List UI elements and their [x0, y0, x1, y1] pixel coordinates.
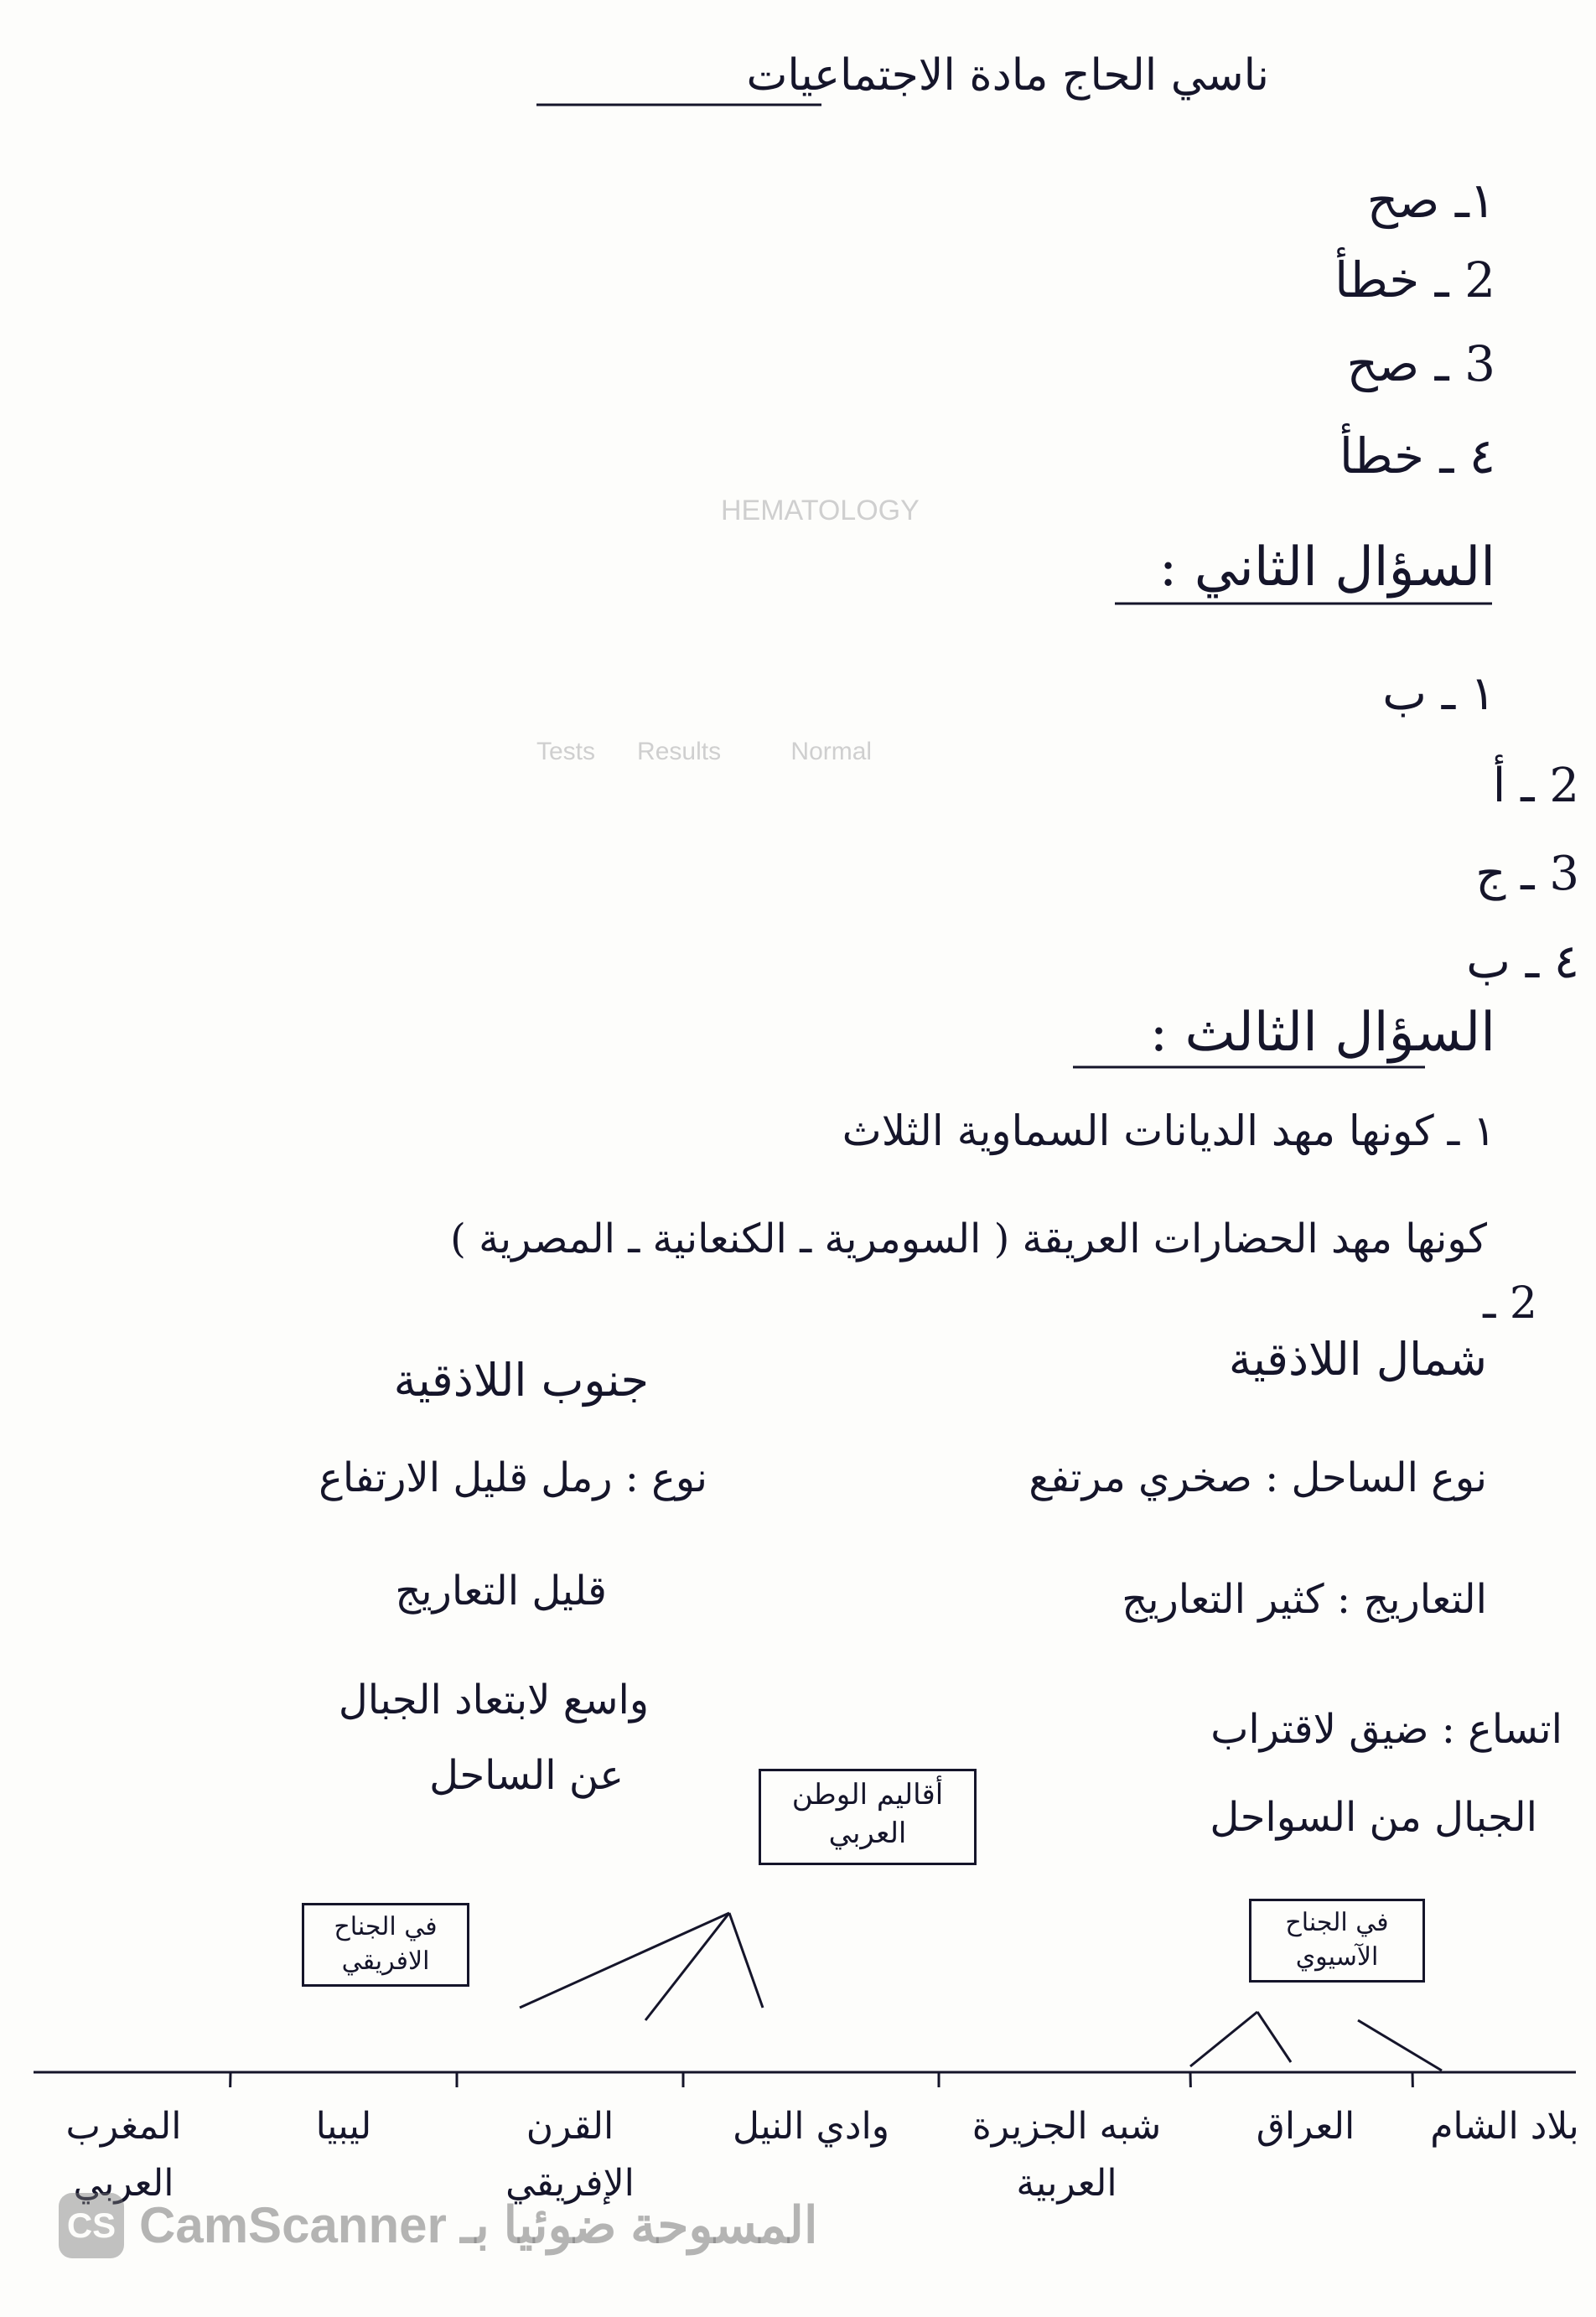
north-width: اتساع : ضيق لاقتراب — [1210, 1706, 1562, 1753]
south-coast-type: نوع : رمل قليل الارتفاع — [319, 1454, 707, 1501]
region-nile-valley: وادي النيل — [733, 2105, 889, 2148]
q2-answer-1: ١ ـ ب — [1382, 666, 1495, 721]
camscanner-watermark — [59, 2188, 818, 2263]
page-title: ناسي الحاج مادة الاجتماعيات — [746, 50, 1269, 101]
region-levant: بلاد الشام — [1430, 2105, 1579, 2148]
north-coast-type: نوع الساحل : صخري مرتفع — [1029, 1454, 1487, 1501]
q3-heading: السؤال الثالث : — [1149, 1002, 1495, 1064]
region-libya: ليبيا — [315, 2105, 372, 2148]
north-indentations: التعاريج : كثير التعاريج — [1122, 1576, 1487, 1623]
q1-answer-4: ٤ ـ خطأ — [1339, 428, 1495, 485]
q3-item2-number: 2 ـ — [1483, 1278, 1537, 1329]
south-width-cont: عن الساحل — [429, 1752, 624, 1799]
camscanner-logo-icon: CS — [59, 2193, 124, 2258]
q2-heading-underline — [1115, 599, 1492, 608]
q3-heading-underline — [1073, 1063, 1425, 1071]
q3-item1-line1: ١ ـ كونها مهد الديانات السماوية الثلاث — [842, 1107, 1495, 1155]
bleed-through-text: Tests Results Normal — [536, 738, 873, 765]
q2-answer-2: 2 ـ أ — [1492, 759, 1579, 813]
south-latakia-title: جنوب اللاذقية — [393, 1354, 649, 1407]
north-width-cont: الجبال من السواحل — [1210, 1794, 1537, 1841]
q2-answer-3: 3 ـ ج — [1475, 847, 1579, 901]
region-maghreb: المغرب العربي — [65, 2105, 182, 2206]
asian-wing-box: في الجناح الآسيوي — [1249, 1899, 1425, 1983]
q1-answer-2: 2 ـ خطأ — [1334, 251, 1495, 308]
african-wing-box: في الجناح الافريقي — [302, 1903, 469, 1987]
north-latakia-title: شمال اللاذقية — [1228, 1333, 1487, 1386]
title-underline — [536, 101, 821, 109]
arab-regions-box: أقاليم الوطن العربي — [759, 1769, 977, 1865]
q2-heading: السؤال الثاني : — [1158, 536, 1495, 599]
south-indentations: قليل التعاريج — [395, 1568, 607, 1615]
q3-item1-line2: كونها مهد الحضارات العريقة ( السومرية ـ الكنعانية ـ المصرية ) — [450, 1216, 1487, 1262]
q2-answer-4: ٤ ـ ب — [1466, 935, 1579, 989]
region-arabian-peninsula: شبه الجزيرة العربية — [972, 2105, 1162, 2206]
camscanner-text: المسوحة ضوئيا بـ CamScanner — [139, 2197, 818, 2253]
q1-answer-3: 3 ـ صح — [1346, 335, 1495, 392]
bleed-through-text: HEMATOLOGY — [721, 495, 920, 526]
region-iraq: العراق — [1256, 2105, 1355, 2148]
q1-answer-1: ١ـ صح — [1366, 172, 1495, 229]
diagram-lines — [0, 1895, 1596, 2087]
region-horn-of-africa: القرن الإفريقي — [505, 2105, 635, 2206]
south-width: واسع لابتعاد الجبال — [338, 1677, 649, 1723]
